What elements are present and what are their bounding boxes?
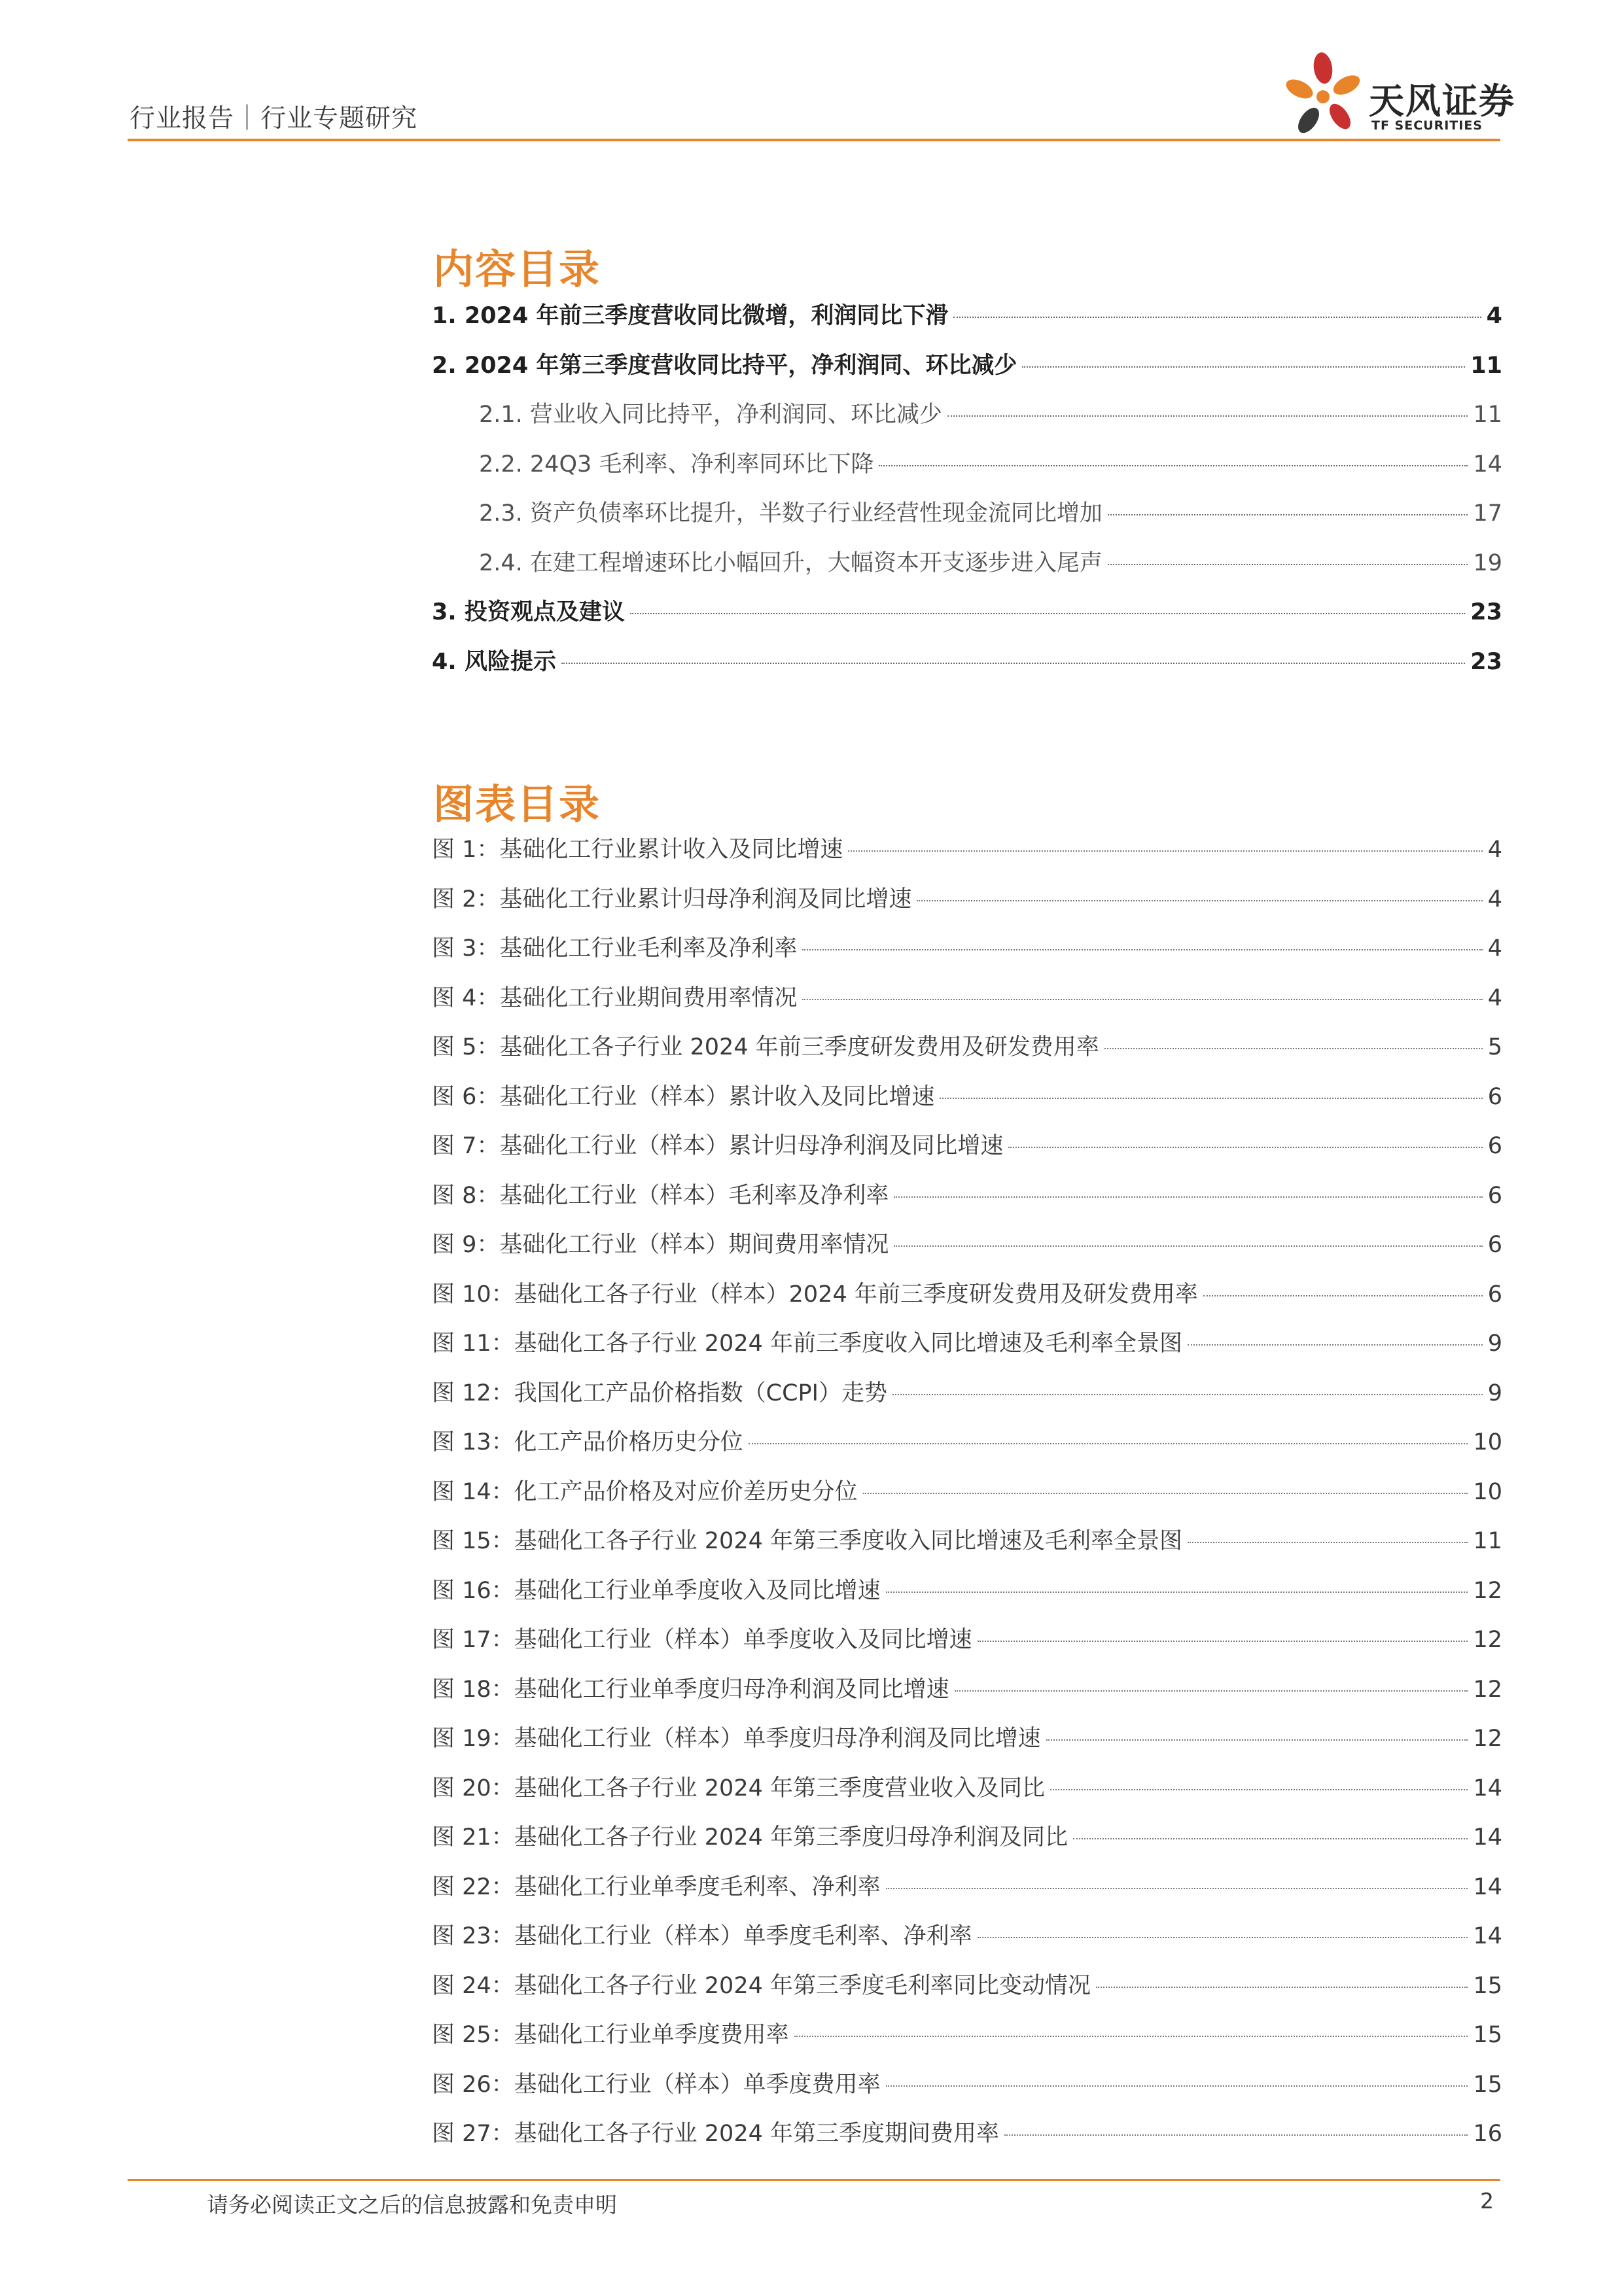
toc-entry-label: 2.4. 在建工程增速环比小幅回升，大幅资本开支逐步进入尾声 bbox=[479, 549, 1103, 576]
figure-entry-page: 6 bbox=[1487, 1281, 1502, 1308]
dot-leader bbox=[1108, 564, 1468, 565]
dot-leader bbox=[953, 317, 1481, 318]
toc-subentry[interactable] bbox=[432, 396, 1502, 446]
toc-entry-label: 3. 投资观点及建议 bbox=[432, 599, 625, 625]
toc-entry[interactable] bbox=[432, 644, 1502, 693]
toc-subentry[interactable] bbox=[432, 495, 1502, 545]
figure-entry-label: 图 9：基础化工行业（样本）期间费用率情况 bbox=[432, 1232, 889, 1258]
figure-entry-label: 图 26：基础化工行业（样本）单季度费用率 bbox=[432, 2071, 881, 2098]
dot-leader bbox=[1073, 1838, 1468, 1839]
figure-entry[interactable] bbox=[432, 831, 1502, 881]
logo-chinese-name: 天风证券 bbox=[1369, 80, 1515, 122]
figure-entry-label: 图 24：基础化工各子行业 2024 年第三季度毛利率同比变动情况 bbox=[432, 1972, 1091, 1999]
dot-leader bbox=[802, 999, 1482, 1000]
figure-entry[interactable] bbox=[432, 1375, 1502, 1425]
figure-entry-label: 图 5：基础化工各子行业 2024 年前三季度研发费用及研发费用率 bbox=[432, 1034, 1099, 1060]
figure-entry-page: 12 bbox=[1473, 1726, 1502, 1752]
dot-leader bbox=[1104, 1048, 1483, 1049]
figure-entry-label: 图 23：基础化工行业（样本）单季度毛利率、净利率 bbox=[432, 1923, 972, 1949]
figure-entry[interactable] bbox=[432, 2017, 1502, 2066]
figure-entry[interactable] bbox=[432, 1622, 1502, 1671]
figure-entry[interactable] bbox=[432, 1128, 1502, 1177]
toc-entry-page: 11 bbox=[1473, 402, 1502, 428]
dot-leader bbox=[892, 1394, 1483, 1395]
figure-entry-page: 9 bbox=[1487, 1380, 1502, 1406]
figure-entry-label: 图 25：基础化工行业单季度费用率 bbox=[432, 2022, 789, 2048]
figure-entry[interactable] bbox=[432, 1770, 1502, 1820]
dot-leader bbox=[1188, 1344, 1483, 1346]
figure-entry[interactable] bbox=[432, 930, 1502, 980]
figure-entry[interactable] bbox=[432, 980, 1502, 1030]
report-category-header: 行业报告｜行业专题研究 bbox=[130, 104, 418, 133]
figure-entry-page: 6 bbox=[1487, 1182, 1502, 1209]
dot-leader bbox=[978, 1937, 1468, 1938]
figure-entry-page: 6 bbox=[1487, 1083, 1502, 1110]
company-logo bbox=[1282, 51, 1515, 137]
figure-entry-page: 15 bbox=[1473, 1972, 1502, 1999]
toc-entry-label: 2.1. 营业收入同比持平，净利润同、环比减少 bbox=[479, 402, 942, 428]
contents-list bbox=[432, 298, 1502, 693]
figure-entry-page: 4 bbox=[1487, 935, 1502, 962]
dot-leader bbox=[917, 900, 1482, 901]
figure-entry-page: 14 bbox=[1473, 1923, 1502, 1949]
contents-heading: 内容目录 bbox=[433, 245, 601, 293]
dot-leader bbox=[1188, 1542, 1468, 1543]
figure-entry-page: 16 bbox=[1473, 2121, 1502, 2147]
figure-entry-label: 图 6：基础化工行业（样本）累计收入及同比增速 bbox=[432, 1083, 935, 1110]
figure-entry-label: 图 27：基础化工各子行业 2024 年第三季度期间费用率 bbox=[432, 2121, 999, 2147]
figure-entry-page: 12 bbox=[1473, 1627, 1502, 1653]
dot-leader bbox=[749, 1443, 1468, 1444]
dot-leader bbox=[1203, 1295, 1483, 1296]
figure-entry[interactable] bbox=[432, 1325, 1502, 1375]
figure-entry-label: 图 17：基础化工行业（样本）单季度收入及同比增速 bbox=[432, 1627, 972, 1653]
dot-leader bbox=[1008, 1147, 1482, 1148]
dot-leader bbox=[1022, 366, 1465, 368]
figure-entry-page: 9 bbox=[1487, 1331, 1502, 1357]
dot-leader bbox=[1046, 1739, 1468, 1741]
figure-entry-label: 图 15：基础化工各子行业 2024 年第三季度收入同比增速及毛利率全景图 bbox=[432, 1528, 1182, 1554]
dot-leader bbox=[794, 2036, 1468, 2037]
figure-entry[interactable] bbox=[432, 1968, 1502, 2017]
figure-entry[interactable] bbox=[432, 1276, 1502, 1326]
figure-entry-page: 4 bbox=[1487, 984, 1502, 1011]
figure-entry-label: 图 13：化工产品价格历史分位 bbox=[432, 1429, 743, 1455]
figure-entry-label: 图 4：基础化工行业期间费用率情况 bbox=[432, 984, 798, 1011]
figure-entry-label: 图 21：基础化工各子行业 2024 年第三季度归母净利润及同比 bbox=[432, 1824, 1068, 1851]
figure-entry[interactable] bbox=[432, 1869, 1502, 1919]
figure-entry[interactable] bbox=[432, 1671, 1502, 1721]
figure-entry-label: 图 3：基础化工行业毛利率及净利率 bbox=[432, 935, 798, 962]
dot-leader bbox=[863, 1493, 1468, 1494]
figure-entry-page: 4 bbox=[1487, 886, 1502, 913]
toc-entry-page: 17 bbox=[1473, 500, 1502, 527]
dot-leader bbox=[879, 465, 1468, 466]
dot-leader bbox=[1096, 1987, 1468, 1988]
figure-entry-label: 图 20：基础化工各子行业 2024 年第三季度营业收入及同比 bbox=[432, 1775, 1045, 1801]
figure-entry-page: 15 bbox=[1473, 2022, 1502, 2048]
toc-entry-page: 4 bbox=[1486, 303, 1502, 329]
figure-entry-page: 12 bbox=[1473, 1577, 1502, 1604]
figure-entry-label: 图 12：我国化工产品价格指数（CCPI）走势 bbox=[432, 1380, 887, 1406]
figure-entry-label: 图 22：基础化工行业单季度毛利率、净利率 bbox=[432, 1873, 881, 1900]
dot-leader bbox=[848, 850, 1482, 852]
footer-divider bbox=[128, 2179, 1500, 2181]
dot-leader bbox=[894, 1196, 1482, 1198]
dot-leader bbox=[630, 613, 1465, 614]
dot-leader bbox=[978, 1641, 1468, 1642]
figure-entry-label: 图 16：基础化工行业单季度收入及同比增速 bbox=[432, 1577, 881, 1604]
dot-leader bbox=[955, 1690, 1468, 1692]
logo-english-name: TF SECURITIES bbox=[1371, 118, 1483, 133]
toc-entry-label: 2. 2024 年第三季度营收同比持平，净利润同、环比减少 bbox=[432, 352, 1017, 379]
toc-entry-label: 2.3. 资产负债率环比提升，半数子行业经营性现金流同比增加 bbox=[479, 500, 1103, 527]
dot-leader bbox=[1004, 2134, 1468, 2136]
figure-entry[interactable] bbox=[432, 1226, 1502, 1276]
dot-leader bbox=[894, 1245, 1482, 1247]
figure-entry[interactable] bbox=[432, 2066, 1502, 2116]
figure-entry-page: 10 bbox=[1473, 1478, 1502, 1505]
toc-entry-label: 4. 风险提示 bbox=[432, 648, 556, 675]
disclaimer-note: 请务必阅读正文之后的信息披露和免责申明 bbox=[207, 2192, 617, 2218]
dot-leader bbox=[802, 949, 1482, 950]
toc-subentry[interactable] bbox=[432, 545, 1502, 595]
dot-leader bbox=[940, 1098, 1482, 1099]
figure-entry-page: 10 bbox=[1473, 1429, 1502, 1455]
toc-entry[interactable] bbox=[432, 594, 1502, 644]
figure-entry-page: 14 bbox=[1473, 1824, 1502, 1851]
figure-entry-page: 14 bbox=[1473, 1873, 1502, 1900]
petal-logo-icon bbox=[1282, 51, 1368, 137]
toc-subentry[interactable] bbox=[432, 446, 1502, 496]
dot-leader bbox=[1108, 514, 1468, 515]
figure-entry[interactable] bbox=[432, 1079, 1502, 1128]
figure-entry[interactable] bbox=[432, 1819, 1502, 1869]
figure-entry[interactable] bbox=[432, 1573, 1502, 1622]
toc-entry-page: 23 bbox=[1470, 648, 1502, 675]
dot-leader bbox=[886, 1592, 1468, 1593]
figure-entry-label: 图 11：基础化工各子行业 2024 年前三季度收入同比增速及毛利率全景图 bbox=[432, 1331, 1182, 1357]
figure-entry[interactable] bbox=[432, 1720, 1502, 1770]
page-number: 2 bbox=[1480, 2188, 1494, 2214]
figure-entry-page: 6 bbox=[1487, 1133, 1502, 1159]
figure-entry[interactable] bbox=[432, 1918, 1502, 1968]
toc-entry-page: 19 bbox=[1473, 549, 1502, 576]
figure-entry-page: 12 bbox=[1473, 1676, 1502, 1703]
figure-entry[interactable] bbox=[432, 881, 1502, 931]
toc-entry-page: 23 bbox=[1470, 599, 1502, 625]
figure-entry-page: 4 bbox=[1487, 837, 1502, 863]
figure-entry-page: 14 bbox=[1473, 1775, 1502, 1801]
figure-entry-page: 11 bbox=[1473, 1528, 1502, 1554]
dot-leader bbox=[886, 1888, 1468, 1889]
dot-leader bbox=[886, 2085, 1468, 2087]
figure-entry[interactable] bbox=[432, 2115, 1502, 2165]
dot-leader bbox=[1050, 1789, 1468, 1790]
toc-entry-label: 2.2. 24Q3 毛利率、净利率同环比下降 bbox=[479, 451, 874, 478]
figure-entry-label: 图 18：基础化工行业单季度归母净利润及同比增速 bbox=[432, 1676, 949, 1703]
figure-entry-label: 图 10：基础化工各子行业（样本）2024 年前三季度研发费用及研发费用率 bbox=[432, 1281, 1198, 1308]
figure-entry-page: 6 bbox=[1487, 1232, 1502, 1258]
toc-entry-page: 14 bbox=[1473, 451, 1502, 478]
toc-entry[interactable] bbox=[432, 347, 1502, 397]
figure-entry-label: 图 7：基础化工行业（样本）累计归母净利润及同比增速 bbox=[432, 1133, 1004, 1159]
figures-heading: 图表目录 bbox=[433, 780, 601, 828]
toc-entry-label: 1. 2024 年前三季度营收同比微增，利润同比下滑 bbox=[432, 303, 949, 329]
figure-entry[interactable] bbox=[432, 1523, 1502, 1573]
dot-leader bbox=[561, 663, 1465, 664]
figures-list bbox=[432, 831, 1502, 2165]
header-divider bbox=[128, 139, 1500, 141]
figure-entry[interactable] bbox=[432, 1424, 1502, 1474]
figure-entry-label: 图 2：基础化工行业累计归母净利润及同比增速 bbox=[432, 886, 912, 913]
figure-entry[interactable] bbox=[432, 1474, 1502, 1523]
figure-entry-page: 5 bbox=[1487, 1034, 1502, 1060]
figure-entry-page: 15 bbox=[1473, 2071, 1502, 2098]
figure-entry-label: 图 8：基础化工行业（样本）毛利率及净利率 bbox=[432, 1182, 889, 1209]
dot-leader bbox=[947, 415, 1468, 417]
figure-entry-label: 图 19：基础化工行业（样本）单季度归母净利润及同比增速 bbox=[432, 1726, 1041, 1752]
figure-entry[interactable] bbox=[432, 1029, 1502, 1079]
figure-entry-label: 图 14：化工产品价格及对应价差历史分位 bbox=[432, 1478, 858, 1505]
toc-entry-page: 11 bbox=[1470, 352, 1502, 379]
figure-entry[interactable] bbox=[432, 1177, 1502, 1227]
figure-entry-label: 图 1：基础化工行业累计收入及同比增速 bbox=[432, 837, 843, 863]
toc-entry[interactable] bbox=[432, 298, 1502, 347]
